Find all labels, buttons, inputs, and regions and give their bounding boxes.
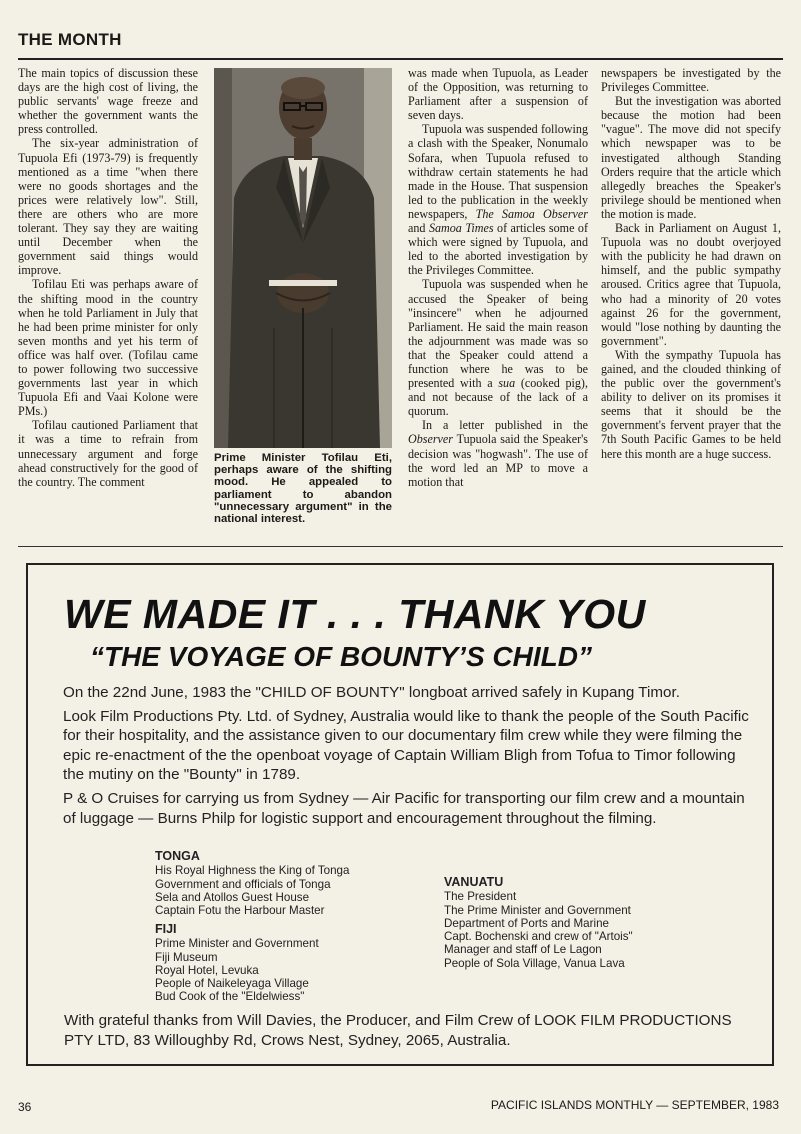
article-paragraph: With the sympathy Tupuola has gained, and the clouded thinking of the public over the government's ability to deliver on its promises it seems that it should be the government's fervent prayer that the 7th South Pacific Games to be held here this month are a huge success. — [601, 347, 781, 461]
thanks-item: Bud Cook of the "Eldelwiess" — [155, 990, 305, 1004]
article-column-3 — [408, 66, 588, 489]
article-paragraph: newspapers be investigated by the Privileges Committee. — [601, 66, 781, 95]
prime-minister-photo — [214, 68, 392, 448]
thanks-item: The Prime Minister and Government — [444, 903, 631, 917]
thanks-item: Royal Hotel, Levuka — [155, 963, 259, 977]
page-number: 36 — [18, 1100, 32, 1114]
advertisement-box — [26, 563, 774, 1066]
ad-headline: WE MADE IT . . . THANK YOU — [64, 591, 646, 637]
thanks-group-fiji — [155, 923, 319, 1004]
section-heading: THE MONTH — [18, 30, 122, 49]
newspaper-name: The Samoa Observer — [475, 206, 588, 221]
group-heading: FIJI — [155, 922, 177, 936]
thanks-item: Captain Fotu the Harbour Master — [155, 904, 325, 918]
thanks-item: People of Naikeleyaga Village — [155, 977, 309, 991]
thanks-item: Government and officials of Tonga — [155, 877, 331, 891]
group-heading: VANUATU — [444, 875, 504, 889]
article-column-1 — [18, 66, 198, 489]
article-paragraph: In a letter published in the Observer Tupuola said the Speaker's decision was "hogwash". The use of the word led an MP to move a motion that — [408, 418, 588, 489]
top-rule — [18, 58, 783, 60]
thanks-item: Capt. Bochenski and crew of "Artois" — [444, 930, 633, 944]
article-paragraph: was made when Tupuola, as Leader of the Opposition, was returning to Parliament after a suspension of seven days. — [408, 66, 588, 123]
article-paragraph: Tupuola was suspended when he accused the Speaker of being "insincere" when he adjourned Parliament. He said the main reason the adjournment was made was so that the Speaker could attend a function where he was to be presented with a sua (cooked pig), and not because of the lack of a quorum. — [408, 277, 588, 419]
portrait-illustration — [214, 68, 392, 448]
thanks-item: The President — [444, 890, 517, 904]
newspaper-name: Samoa Times — [428, 221, 494, 236]
thanks-item: Prime Minister and Government — [155, 937, 319, 951]
ad-body — [63, 683, 753, 832]
newspaper-name: Observer — [408, 432, 454, 447]
thanks-item: Department of Ports and Marine — [444, 916, 609, 930]
article-paragraph: The main topics of discussion these days are the high cost of living, the public servants' wage freeze and whether the government wants the press controlled. — [18, 66, 198, 137]
group-heading: TONGA — [155, 849, 200, 863]
thanks-item: People of Sola Village, Vanua Lava — [444, 956, 625, 970]
article-paragraph: Tupuola was suspended following a clash with the Speaker, Nonumalo Sofara, when Tupuola refused to withdraw certain statements he had made in the House. That suspension led to the publication in the weekly newspapers, The Samoa Observer and Samoa Times of articles some of which were signed by Tupuola, and led to the aborted investigation by the Privileges Committee. — [408, 122, 588, 278]
thanks-item: Manager and staff of Le Lagon — [444, 943, 602, 957]
ad-paragraph: Look Film Productions Pty. Ltd. of Sydney, Australia would like to thank the people of the South Pacific for their hospitality, and the assistance given to our documentary film crew while they were filming the epic re-enactment of the the openboat voyage of Captain William Bligh from Tofua to Timor following the mutiny on the "Bounty" in 1789. — [63, 707, 749, 784]
photo-caption: Prime Minister Tofilau Eti, perhaps aware of the shifting mood. He appealed to parliament to abandon "unnecessary argument" in the national interest. — [214, 452, 392, 526]
article-paragraph: Tofilau Eti was perhaps aware of the shifting mood in the country when he told Parliament in July that he had been prime minister for only seven months and yet his term of office was half over. (Tofilau came to power following two successive governments last year in which Tupuola Efi and Vaai Kolone were PMs.) — [18, 277, 198, 419]
thanks-item: Fiji Museum — [155, 950, 218, 964]
ad-paragraph: P & O Cruises for carrying us from Sydney — Air Pacific for transporting our film crew and a mountain of luggage — Burns Philp for logistic support and encouragement throughout the filming. — [63, 789, 745, 827]
ad-subheadline: “THE VOYAGE OF BOUNTY’S CHILD” — [90, 641, 592, 672]
thanks-item: His Royal Highness the King of Tonga — [155, 864, 350, 878]
article-paragraph: The six-year administration of Tupuola Efi (1973-79) is frequently mentioned as a time "when there were no goods shortages and the prices were relatively low". Still, there are others who are more tolerant. They say they are waiting until December when the government said things would improve. — [18, 136, 198, 278]
article-paragraph: But the investigation was aborted because the motion had been "vague". The move did not specify which newspaper was to be investigated although Standing Orders require that the article which allegedly breaches the Speaker's privilege should be mentioned when the motion is made. — [601, 94, 781, 221]
article-paragraph: Tofilau cautioned Parliament that it was a time to refrain from unnecessary argument and forge ahead constructively for the good of the country. The comment — [18, 418, 198, 489]
thanks-group-tonga — [155, 850, 349, 917]
ad-footer: With grateful thanks from Will Davies, the Producer, and Film Crew of LOOK FILM PRODUCTIONS PTY LTD, 83 Willoughby Rd, Crows Nest, Sydney, 2065, Australia. — [64, 1012, 732, 1049]
publication-footer: PACIFIC ISLANDS MONTHLY — SEPTEMBER, 1983 — [490, 1098, 779, 1112]
section-divider — [18, 546, 783, 547]
ad-paragraph: On the 22nd June, 1983 the "CHILD OF BOUNTY" longboat arrived safely in Kupang Timor. — [63, 684, 680, 701]
thanks-item: Sela and Atollos Guest House — [155, 890, 310, 904]
article-paragraph: Back in Parliament on August 1, Tupuola was no doubt overjoyed with the publicity he had drawn on himself, and the public sympathy aroused. Critics agree that Tupuola, who had a minority of 20 votes against 26 for the government, would "lose nothing by daunting the government". — [601, 221, 781, 348]
samoan-word: sua — [498, 376, 516, 391]
thanks-group-vanuatu — [444, 876, 633, 970]
article-column-4 — [601, 66, 781, 461]
